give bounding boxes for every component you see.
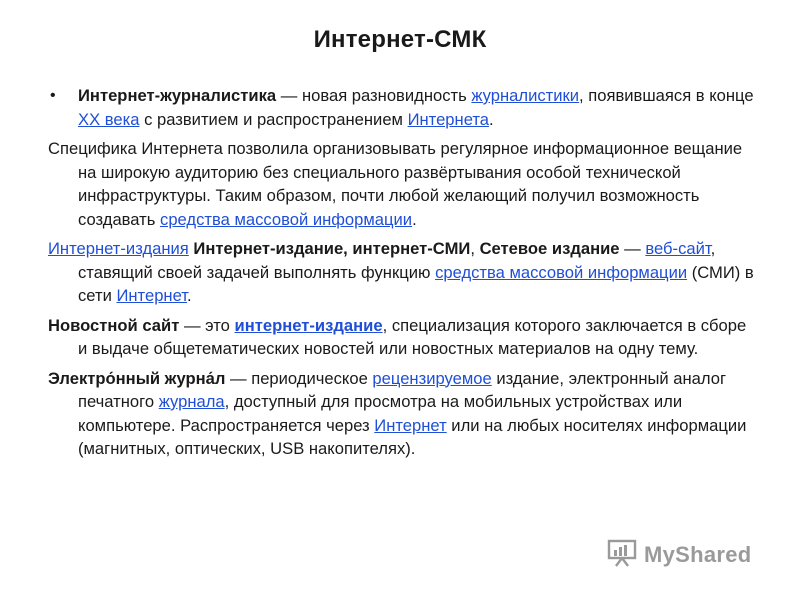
watermark-text: MyShared	[644, 542, 752, 567]
text: издание, электронный аналог печатного	[78, 368, 727, 411]
text: — периодическое	[225, 368, 373, 388]
link-mass-media[interactable]: средства массовой информации	[160, 209, 413, 229]
text: .	[412, 209, 417, 229]
bullet-dot: •	[50, 87, 56, 104]
term-network-publication: Сетевое издание	[479, 239, 620, 258]
text: , специализация которого заключается в сборе и выдаче общетематических новостей или новостных материалов на одну тему.	[78, 315, 747, 358]
paragraph-internet-publication	[48, 237, 758, 308]
link-internet[interactable]: Интернета	[407, 109, 490, 129]
text: —	[619, 239, 646, 258]
myshared-watermark	[606, 541, 752, 569]
presentation-board-icon	[606, 539, 640, 572]
text: , появившаяся в конце	[579, 86, 754, 105]
term-news-site: Новостной сайт	[48, 315, 180, 335]
paragraph-internet-specifics	[48, 137, 758, 231]
text: ,	[470, 239, 480, 258]
term-internet-journalism: Интернет-журналистика	[78, 86, 277, 105]
text: (СМИ) в сети	[78, 262, 754, 305]
text: с развитием и распространением	[139, 109, 408, 129]
link-journal[interactable]: журнала	[158, 392, 225, 411]
link-journalism[interactable]: журналистики	[471, 86, 580, 105]
link-20th-century[interactable]: XX века	[78, 109, 140, 129]
link-internet-publication[interactable]: интернет-издание	[234, 315, 383, 335]
text: — это	[179, 315, 235, 335]
term-electronic-journal: Электро́нный журна́л	[48, 368, 226, 388]
link-internet-publications[interactable]: Интернет-издания	[48, 239, 189, 258]
link-website[interactable]: веб-сайт	[645, 239, 711, 258]
link-peer-reviewed[interactable]: рецензируемое	[372, 368, 492, 388]
text: , доступный для просмотра на мобильных устройствах или компьютере. Распространяется через	[78, 392, 683, 435]
text: или на любых носителях информации (магнитных, оптических, USB накопителях).	[78, 415, 747, 458]
paragraph-news-site	[48, 314, 758, 361]
text: Специфика Интернета позволила организовывать регулярное информационное вещание на широкую аудиторию без специального развёртывания особой технической инфраструктуры. Таким образом, почти любой желающий получил возможность создавать	[48, 139, 743, 229]
slide-content	[48, 84, 758, 467]
text: , ставящий своей задачей выполнять функцию	[78, 239, 716, 282]
link-mass-media[interactable]: средства массовой информации	[435, 262, 688, 282]
text: — новая разновидность	[276, 86, 472, 105]
text: .	[187, 286, 192, 305]
paragraph-internet-journalism	[48, 84, 758, 131]
link-internet[interactable]: Интернет	[374, 415, 447, 435]
text: .	[489, 109, 494, 129]
link-internet[interactable]: Интернет	[116, 286, 188, 305]
term-internet-publication: Интернет-издание, интернет-СМИ	[188, 239, 471, 258]
slide-title: Интернет-СМК	[313, 26, 487, 53]
paragraph-electronic-journal	[48, 367, 758, 461]
